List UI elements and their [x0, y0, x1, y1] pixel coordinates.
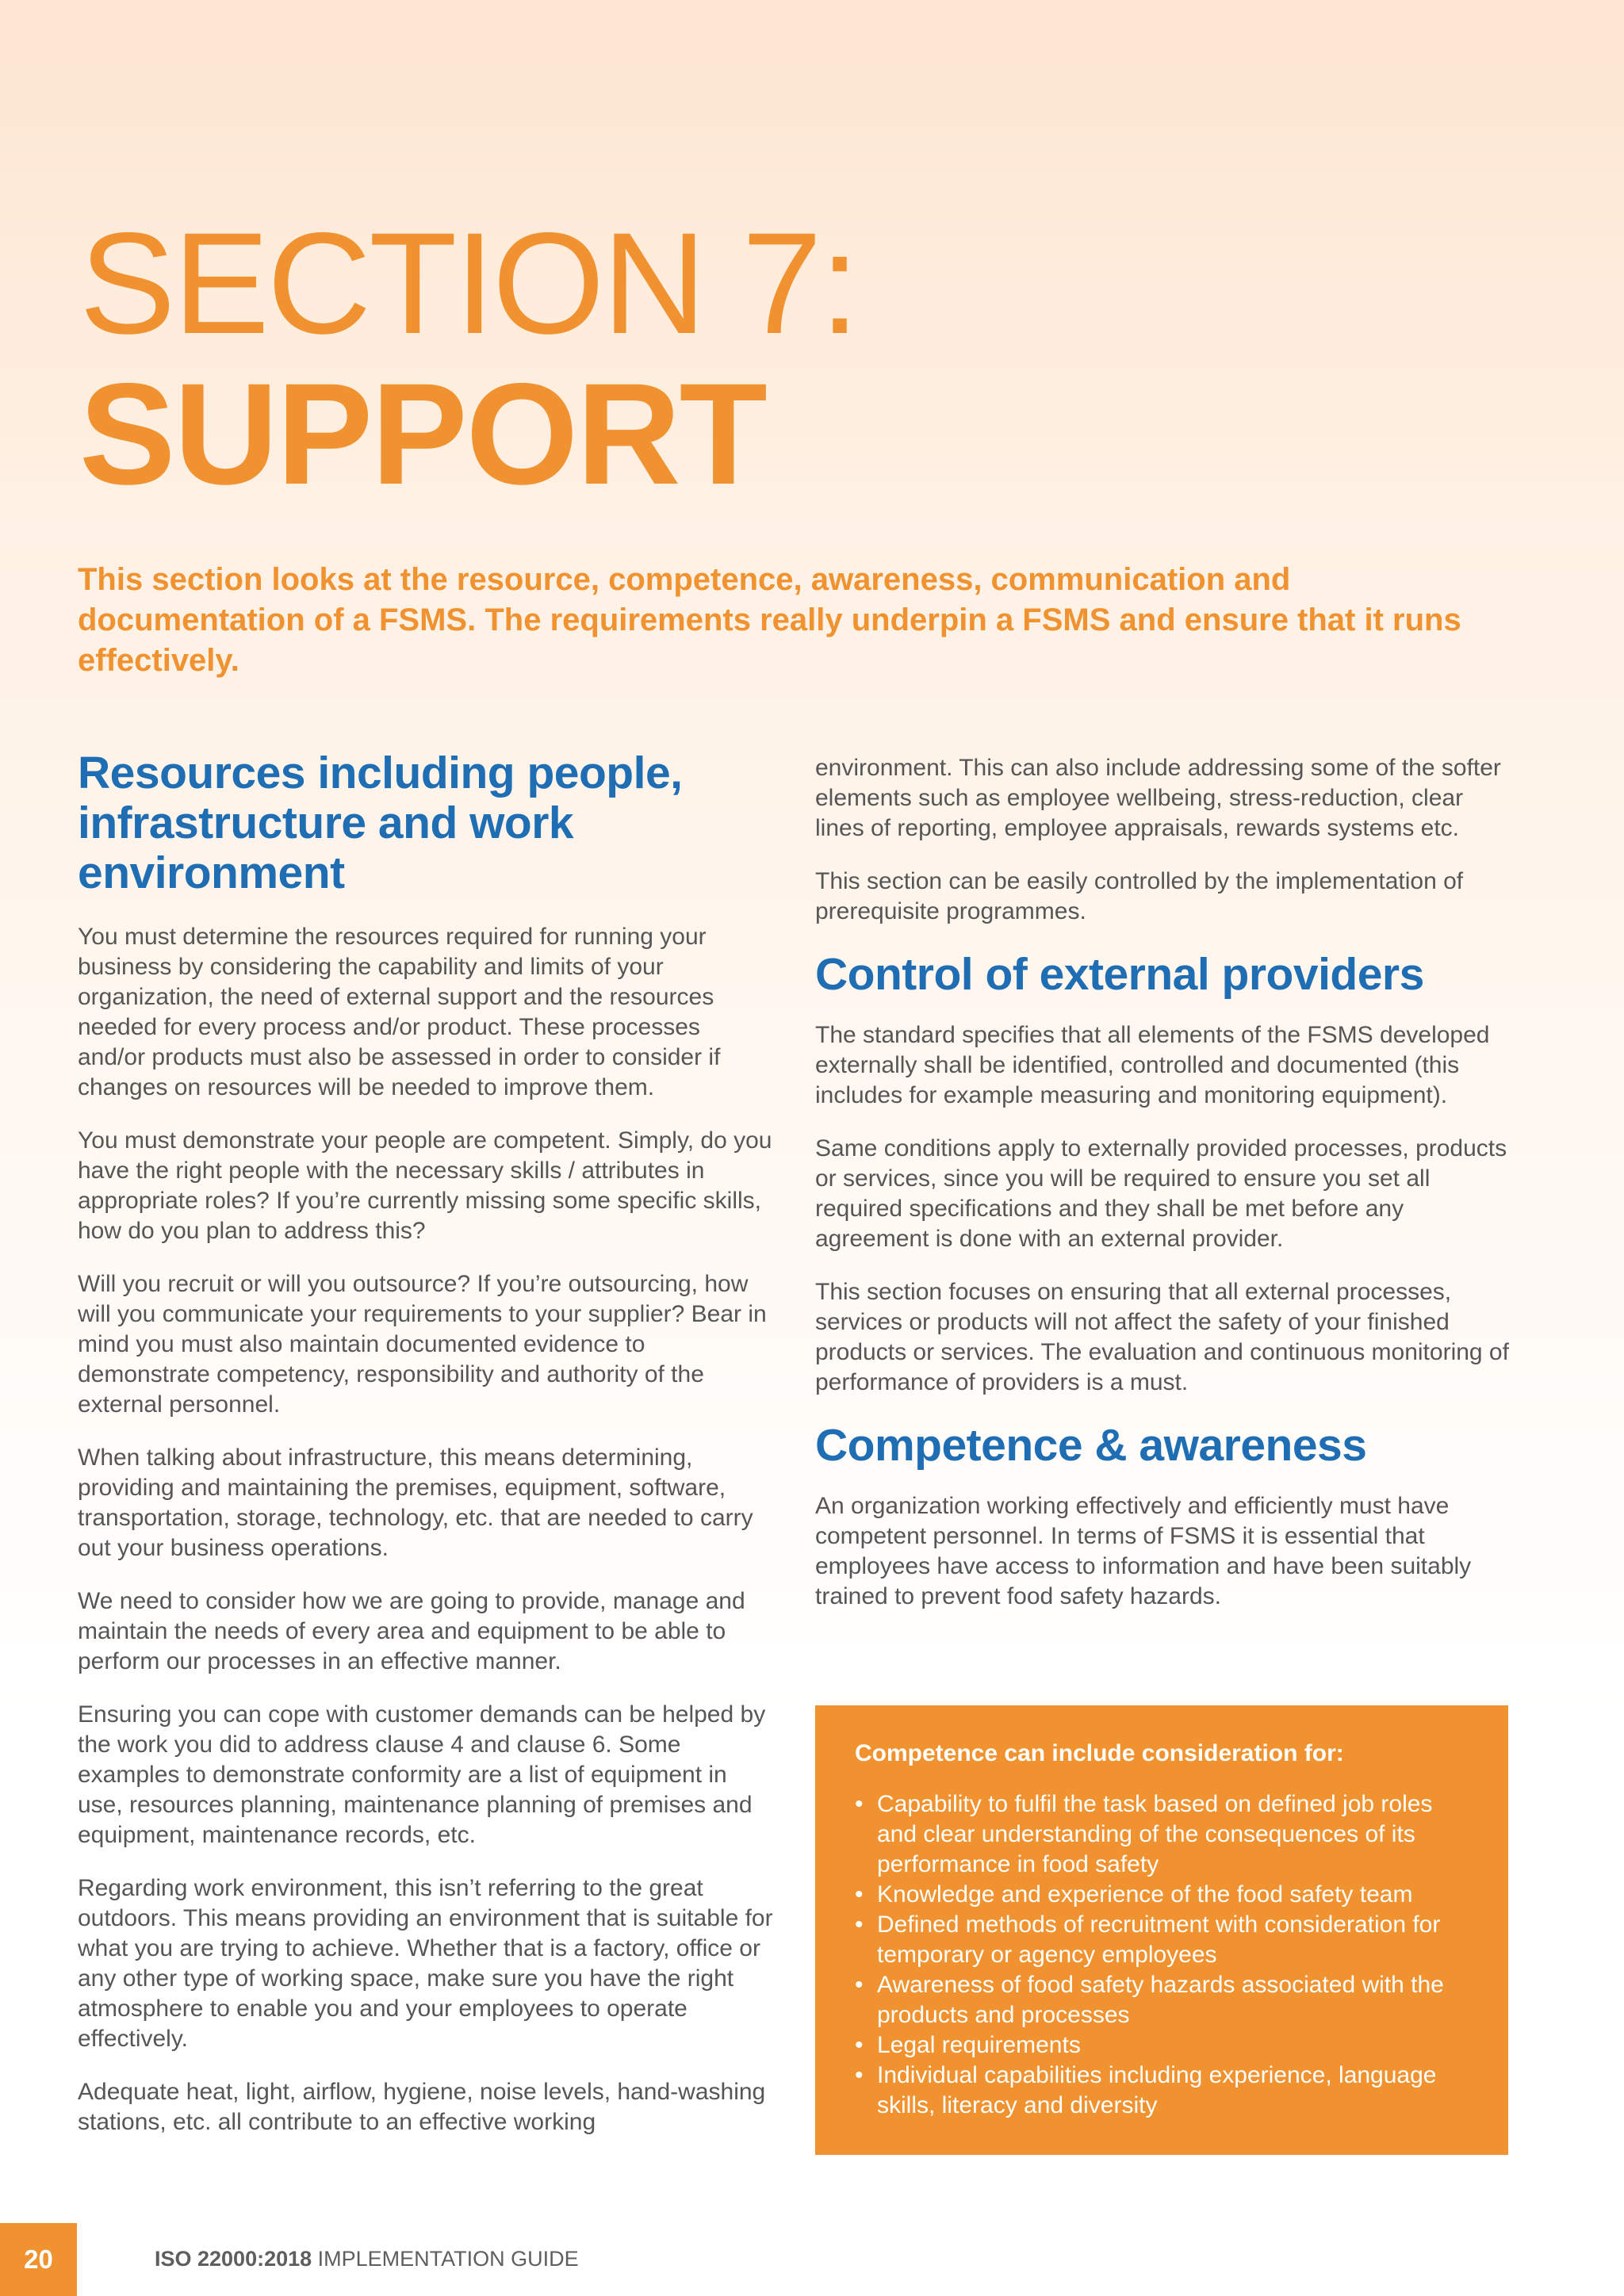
- list-item: [855, 2030, 1467, 2061]
- resources-paragraph: We need to consider how we are going to provide, manage and maintain the needs of every area and equipment to be able to perform our processes in an effective manner.: [78, 1588, 745, 1674]
- external-providers-paragraph: The standard specifies that all elements of the FSMS developed externally shall be identified, controlled and documented (this includes for example measuring and monitoring equipment).: [815, 1022, 1490, 1108]
- callout-title: Competence can include consideration for:: [855, 1740, 1344, 1766]
- list-item: [855, 1910, 1467, 1970]
- bullet-icon: •: [855, 1972, 864, 1998]
- resources-paragraph: Regarding work environment, this isn’t referring to the great outdoors. This means providing an environment that is suitable for what you are trying to achieve. Whether that is a factory, office or any other type of working space, make sure you have the right atmosphere to enable you and your employees to operate effectively.: [78, 1875, 773, 2052]
- continued-paragraph: This section can be easily controlled by the implementation of prerequisite programmes.: [815, 868, 1464, 924]
- list-item-text: Knowledge and experience of the food safety team: [877, 1881, 1413, 1908]
- section-title: [79, 202, 1269, 515]
- competence-callout-box: [815, 1705, 1508, 2155]
- page-number: 20: [0, 2223, 77, 2296]
- competence-paragraph: An organization working effectively and efficiently must have competent personnel. In terms of FSMS it is essential that employees have access to information and have been suitably trained to prevent food safety hazards.: [815, 1493, 1472, 1609]
- list-item: [855, 1880, 1467, 1910]
- list-item-text: Awareness of food safety hazards associated with the products and processes: [877, 1972, 1444, 2028]
- external-providers-paragraph: This section focuses on ensuring that all external processes, services or products will not affect the safety of your finished products or services. The evaluation and continuous monitoring of performance of providers is a must.: [815, 1279, 1509, 1395]
- resources-heading: Resources including people, infrastructure and work environment: [78, 748, 683, 898]
- resources-paragraph: Will you recruit or will you outsource? If you’re outsourcing, how will you communicate your requirements to your supplier? Bear in mind you must also maintain documented evidence to demonstrate competency, responsibility and authority of the external personnel.: [78, 1271, 767, 1418]
- competence-heading: Competence & awareness: [815, 1420, 1367, 1471]
- footer-standard-name: ISO 22000:2018: [155, 2247, 312, 2271]
- list-item-text: Defined methods of recruitment with consideration for temporary or agency employees: [877, 1911, 1441, 1968]
- resources-paragraph: Ensuring you can cope with customer demands can be helped by the work you did to address clause 4 and clause 6. Some examples to demonstrate conformity are a list of equipment in use, resources planning, maintenance planning of premises and equipment, maintenance records, etc.: [78, 1701, 766, 1848]
- list-item: [855, 2061, 1467, 2121]
- bullet-icon: •: [855, 2032, 864, 2058]
- right-column: [815, 753, 1513, 1635]
- bullet-icon: •: [855, 1881, 864, 1908]
- callout-list: [855, 1789, 1467, 2121]
- resources-paragraph: You must determine the resources required for running your business by considering the capability and limits of your organization, the need of external support and the resources needed for every process and/or product. These processes and/or products must also be assessed in order to consider if changes on resources will be needed to improve them.: [78, 924, 721, 1100]
- bullet-icon: •: [855, 1791, 864, 1817]
- section-title-name: SUPPORT: [79, 353, 766, 515]
- section-title-number: SECTION 7:: [79, 202, 858, 364]
- external-providers-paragraph: Same conditions apply to externally provided processes, products or services, since you will be required to ensure you set all required specifications and they shall be met before any agreement is done with an external provider.: [815, 1135, 1507, 1252]
- footer-document-title: [155, 2245, 579, 2272]
- external-providers-heading: Control of external providers: [815, 949, 1424, 1000]
- list-item-text: Individual capabilities including experience, language skills, literacy and diversity: [877, 2062, 1437, 2118]
- list-item: [855, 1789, 1467, 1880]
- resources-paragraph: Adequate heat, light, airflow, hygiene, noise levels, hand-washing stations, etc. all contribute to an effective working: [78, 2079, 766, 2135]
- footer-guide-label: IMPLEMENTATION GUIDE: [312, 2247, 579, 2271]
- bullet-icon: •: [855, 1911, 864, 1938]
- list-item-text: Capability to fulfil the task based on defined job roles and clear understanding of the consequences of its performance in food safety: [877, 1791, 1433, 1877]
- continued-paragraph: environment. This can also include addressing some of the softer elements such as employee wellbeing, stress-reduction, clear lines of reporting, employee appraisals, rewards systems etc.: [815, 755, 1501, 841]
- intro-summary: This section looks at the resource, competence, awareness, communication and documentation of a FSMS. The requirements really underpin a FSMS and ensure that it runs effectively.: [78, 562, 1461, 678]
- resources-paragraph: When talking about infrastructure, this means determining, providing and maintaining the premises, equipment, software, transportation, storage, technology, etc. that are needed to carry out your business operations.: [78, 1445, 753, 1561]
- list-item-text: Legal requirements: [877, 2032, 1081, 2058]
- list-item: [855, 1970, 1467, 2030]
- bullet-icon: •: [855, 2062, 864, 2088]
- left-column: [78, 748, 774, 2160]
- resources-paragraph: You must demonstrate your people are competent. Simply, do you have the right people with the necessary skills / attributes in appropriate roles? If you’re currently missing some specific skills, how do you plan to address this?: [78, 1127, 772, 1244]
